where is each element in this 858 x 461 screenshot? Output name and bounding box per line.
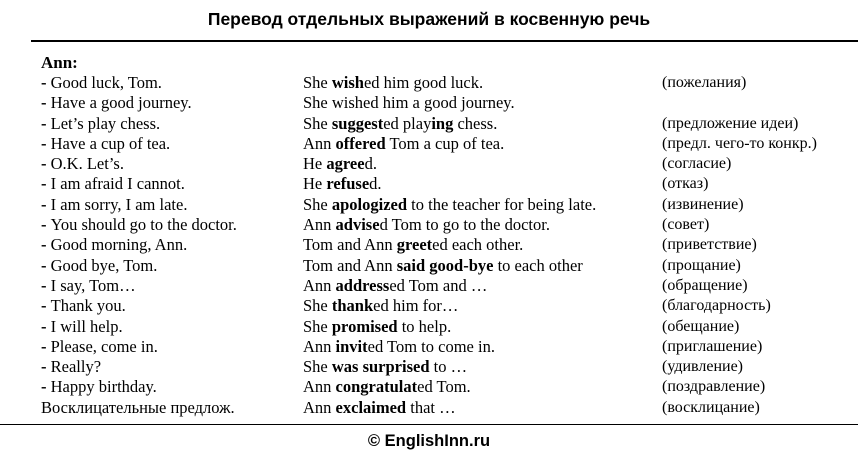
table-row [0,114,858,134]
title-underline [31,40,858,42]
list-dash: - [41,133,51,153]
reported-text: Tom and Ann [303,255,397,275]
reported-text: She [303,73,332,92]
direct-speech [41,114,160,134]
reported-speech [303,337,495,357]
reported-text: d. [364,154,377,174]
list-dash: - [41,275,51,295]
reported-text: Ann [303,133,336,153]
reported-speech [303,317,451,337]
table-row [0,398,858,418]
function-category: (согласие) [662,155,732,173]
reported-speech [303,93,515,113]
function-category: (совет) [662,216,710,234]
reporting-verb: advise [335,215,380,235]
function-category: (извинение) [662,195,744,213]
table-row [0,235,858,255]
direct-speech-text: I say, Tom… [50,275,136,295]
reporting-verb: promised [331,316,398,336]
direct-speech-text: Please, come in. [50,336,158,356]
reported-text: She [303,357,332,377]
reported-speech [303,134,504,154]
reported-speech [303,398,456,418]
function-category: (удивление) [662,358,744,376]
direct-speech-text: Good bye, Tom. [50,255,158,275]
reported-speech [303,276,487,296]
reported-text: ed Tom. [417,377,471,397]
direct-speech [41,215,237,235]
reported-speech [303,377,471,397]
table-row [0,195,858,215]
direct-speech-text: I am afraid I cannot. [50,174,185,194]
direct-speech-text: Happy birthday. [50,377,157,397]
table-row [0,296,858,316]
reporting-verb: ing [431,113,454,133]
reported-text: that … [406,397,456,417]
direct-speech [41,73,162,93]
direct-speech [41,256,157,276]
direct-speech [41,296,126,316]
reported-speech [303,357,467,377]
reporting-verb: refuse [326,174,370,194]
table-row [0,256,858,276]
list-dash: - [41,316,51,336]
direct-speech-text: O.K. Let’s. [50,154,124,174]
direct-speech [41,357,101,377]
speaker-label: Ann: [41,53,78,72]
reported-text: ed him for… [373,296,459,316]
list-dash: - [41,336,51,356]
direct-speech [41,174,185,194]
phrase-table [0,73,858,418]
table-row [0,174,858,194]
reported-text: to the teacher for being late. [407,194,597,214]
table-row [0,377,858,397]
table-row [0,337,858,357]
reported-speech [303,174,382,194]
list-dash: - [41,357,51,377]
direct-speech [41,235,187,255]
reported-text: He [303,174,327,194]
reporting-verb: congratulat [335,377,418,397]
list-dash: - [41,296,51,316]
direct-speech-text: Really? [50,357,102,377]
function-category: (пожелания) [662,74,747,91]
table-row [0,93,858,113]
reporting-verb: thank [331,296,374,316]
function-category: (предложение идеи) [662,114,799,132]
reporting-verb: said good-bye [396,255,494,275]
direct-speech-text: Восклицательные предлож. [41,397,235,417]
direct-speech-text: You should go to the doctor. [50,215,237,235]
reporting-verb: was surprised [331,357,430,377]
direct-speech-text: Let’s play chess. [50,113,161,133]
reported-text: She [303,296,332,316]
list-dash: - [41,194,51,214]
reported-text: He [303,154,327,174]
reported-speech [303,154,377,174]
direct-speech [41,377,157,397]
list-dash: - [41,215,51,235]
reported-text: Ann [303,377,336,397]
list-dash: - [41,174,51,194]
reported-text: Tom and Ann [303,235,397,255]
reported-text: chess. [453,113,498,133]
direct-speech [41,398,235,418]
function-category: (предл. чего-то конкр.) [662,134,817,152]
function-category: (приглашение) [662,337,763,355]
page-title: Перевод отдельных выражений в косвенную речь [207,9,651,29]
direct-speech [41,93,192,113]
reported-text: d. [369,174,382,194]
reporting-verb: apologized [331,194,408,214]
function-category: (приветствие) [662,236,757,254]
direct-speech-text: Thank you. [50,296,126,316]
reporting-verb: greet [396,235,433,255]
direct-speech-text: I will help. [50,316,123,336]
reported-speech [303,73,483,93]
function-category: (благодарность) [662,297,771,315]
reporting-verb: exclaimed [335,397,407,417]
list-dash: - [41,113,51,133]
reported-text: ed play [383,113,432,133]
table-row [0,317,858,337]
table-row [0,154,858,174]
function-category: (прощание) [662,256,741,274]
reported-text: ed each other. [432,235,524,255]
reported-text: Ann [303,275,336,295]
list-dash: - [41,235,51,255]
reported-text: She [303,316,332,336]
list-dash: - [41,154,51,174]
table-row [0,276,858,296]
reporting-verb: agree [326,154,365,174]
reported-text: Ann [303,336,336,356]
reported-speech [303,256,583,276]
direct-speech [41,195,187,215]
table-row [0,215,858,235]
list-dash: - [41,73,51,92]
table-row [0,134,858,154]
direct-speech-text: Have a cup of tea. [50,133,171,153]
reported-text: Ann [303,215,336,235]
function-category: (отказ) [662,175,709,193]
reported-speech [303,215,550,235]
reported-text: Ann [303,397,336,417]
function-category: (поздравление) [662,378,766,396]
reported-text: d Tom to go to the doctor. [379,215,550,235]
direct-speech [41,276,136,296]
reporting-verb: offered [335,133,386,153]
reported-text: ed Tom to come in. [367,336,495,356]
reporting-verb: invit [335,336,368,356]
function-category: (обещание) [662,317,740,335]
reported-speech [303,235,523,255]
list-dash: - [41,377,51,397]
table-row [0,73,858,93]
reported-text: ed Tom and … [389,275,488,295]
function-category: (восклицание) [662,398,760,416]
reporting-verb: wish [331,73,364,92]
direct-speech [41,154,124,174]
copyright-footer: © EnglishInn.ru [367,432,491,450]
reported-text: to help. [397,316,452,336]
table-row [0,357,858,377]
list-dash: - [41,255,51,275]
reported-text: ed him good luck. [363,73,484,92]
reported-speech [303,114,497,134]
reported-speech [303,195,596,215]
direct-speech-text: Good luck, Tom. [50,73,162,92]
function-category: (обращение) [662,276,748,294]
list-dash: - [41,93,51,113]
reported-text: to … [429,357,468,377]
direct-speech [41,134,170,154]
reporting-verb: suggest [331,113,384,133]
reporting-verb: address [335,275,390,295]
direct-speech-text: Have a good journey. [50,93,192,113]
footer-divider [0,424,858,425]
reported-speech [303,296,458,316]
direct-speech [41,317,123,337]
reported-text: to each other [493,255,583,275]
reported-text: She wished him a good journey. [303,93,515,113]
reported-text: She [303,194,332,214]
direct-speech-text: Good morning, Ann. [50,235,188,255]
direct-speech-text: I am sorry, I am late. [50,194,188,214]
direct-speech [41,337,158,357]
reported-text: Tom a cup of tea. [385,133,505,153]
reported-text: She [303,113,332,133]
